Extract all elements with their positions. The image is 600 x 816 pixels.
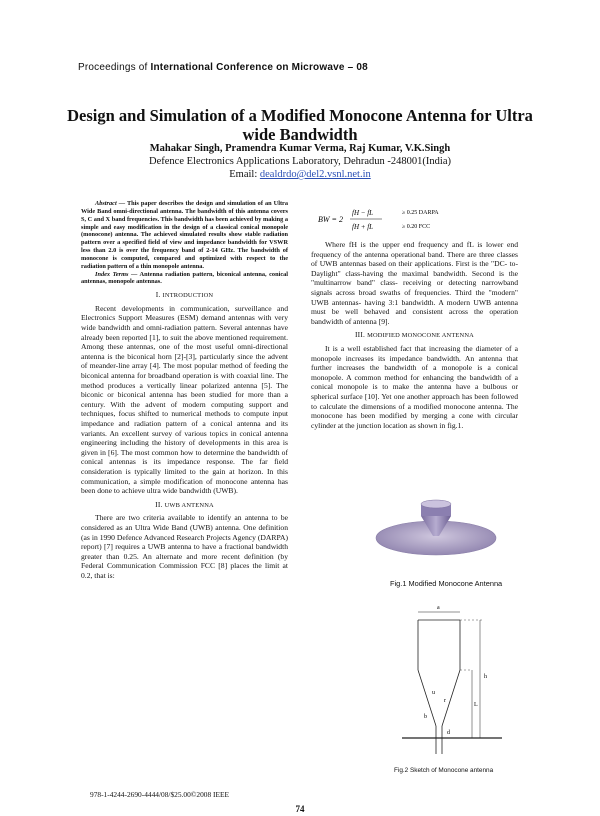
section-2-heading (81, 500, 288, 511)
conference-name: International Conference on Microwave – 08 (150, 62, 368, 73)
email-line (60, 169, 540, 180)
paper-title: Design and Simulation of a Modified Monocone Antenna for Ultra wide Bandwidth (67, 106, 533, 144)
email-link[interactable]: dealdrdo@del2.vsnl.net.in (259, 169, 371, 180)
intro-paragraph: Recent developments in communication, surveillance and Electronics Support Measures (ESM) demand antennas with very wide bandwidth and omni-radiation pattern. Several antennas have already been reported [1], to suit the above mentioned requirement. Among these antennas, one of the most useful omni-directional antenna is the biconical horn [2]-[3], particularly since the advent of meander-line array [4]. The most popular method of feeding the biconical antenna for broadband operation is with coaxial line. The method produces a vertically linear polarized antenna [5]. The biconic or biconical antenna has been studied for more than a century. With the advent of modern computing support and techniques, focus shifted to numerical methods to compute input impedance and radiation pattern of a conical antenna and its variants. An excellent survey of various topics in conical antenna engineering including the history of developments in this area is given in [6]. The most common how to determine the bandwidth of conical antennas is its impedance response. The far field consideration is typically limited to the gain at horizon. In this communication, a simple modification of monocone antenna has been done to achieve ultra wide bandwidth (UWB). (81, 303, 288, 496)
index-terms-text: — Antenna radiation pattern, biconical antenna, conical antennas, monopole antennas. (81, 270, 289, 286)
left-column (81, 200, 288, 581)
figure-1-caption: Fig.1 Modified Monocone Antenna (390, 579, 503, 588)
equation-graphic (316, 203, 516, 235)
label-L: L (474, 702, 478, 708)
email-label: Email: (229, 169, 258, 180)
section-2-title: UWB ANTENNA (164, 501, 214, 509)
isbn-footer: 978-1-4244-2690-4444/08/$25.00©2008 IEEE (90, 790, 230, 799)
modified-monocone-paragraph: It is a well established fact that increasing the diameter of a monopole increases its impedance bandwidth. An antenna that further increases the bandwidth of a monopole is a conical monopole. A common method for enhancing the bandwidth of a conical monopole is to make the antenna have a bulbous or spherical surface [10]. Yet one another approach has been followed to calculate the dimensions of a modified monocone antenna. The monocone has been modified by merging a cone with circular cylinder at the junction location as shown in fig.1. (311, 343, 518, 430)
page-number: 74 (295, 804, 305, 814)
abstract-text: — This paper describes the design and simulation of an Ultra Wide Band omni-directional antenna. The bandwidth of this antenna covers S, C and X band frequencies. This bandwidth has been achieved by making a simple and easy modification in the design of a classical conical monopole (monocone) antenna. The achieved simulated results show stable radiation pattern over a specified field of view and impedance bandwidth for VSWR less than 2.0 is over the frequency band of 2-14 GHz. The bandwidth of monocone is computed, compared and optimized with respect to the radiation pattern of a thin monopole antenna. (81, 200, 288, 270)
label-a: a (437, 605, 440, 611)
uwb-classes-paragraph: Where fH is the upper end frequency and fL is lower end frequency of the antenna operational band. There are three classes of UWB antennas based on their applications. First is the "DC- to- Daylight" class-having the maximal bandwidth. Second is the "multinarrow band" class- receiving or detecting narrowband signals across broad swaths of frequencies. Third the "modern" UWB antennas- having 3:1 bandwidth. A modern UWB antenna must be well behaved and consistent across the operation bandwidth of antenna [9]. (311, 240, 518, 326)
figure-2-sketch (398, 598, 508, 764)
abstract (81, 200, 288, 271)
authors: Mahakar Singh, Pramendra Kumar Verma, Raj Kumar, V.K.Singh (149, 143, 451, 154)
proceedings-header (78, 62, 368, 73)
sketch-cone-left (418, 670, 436, 726)
eq-numerator: fH − fL (352, 209, 374, 217)
affiliation: Defence Electronics Applications Laboratory, Dehradun -248001(India) (149, 156, 451, 167)
bandwidth-equation (316, 203, 516, 235)
label-b: b (424, 714, 427, 720)
cylinder-cap (421, 500, 451, 508)
section-3-title: MODIFIED MONOCONE ANTENNA (367, 332, 474, 340)
eq-condition-darpa: ≥ 0.25 DARPA (402, 210, 439, 216)
figure-1-antenna-render (368, 480, 508, 570)
figure-2-caption: Fig.2 Sketch of Monocone antenna (394, 767, 494, 774)
index-terms-label: Index Terms (95, 270, 129, 278)
section-2-number: II. (155, 499, 163, 509)
uwb-paragraph: There are two criteria available to identify an antenna to be considered as an Ultra Wide Band (UWB) antenna. One definition (as in 1990 Defence Advanced Research Projects Agency (DARPA) report) [7] requires a UWB antenna to have a fractional bandwidth greater than 0.25. An alternate and more recent definition (by Federal Communication Commission FCC [8] places the limit at 0.2, that is: (81, 513, 288, 580)
label-r: r (444, 698, 446, 704)
eq-lhs: BW = 2 (318, 215, 343, 224)
right-column (311, 240, 518, 430)
section-1-title: INTRODUCTION (162, 292, 214, 300)
eq-condition-fcc: ≥ 0.20 FCC (402, 224, 431, 230)
section-3-heading (311, 330, 518, 341)
proceedings-prefix: Proceedings of (78, 62, 148, 73)
label-u: u (432, 690, 435, 696)
section-3-number: III. (355, 330, 366, 340)
label-h: h (484, 674, 487, 680)
abstract-label: Abstract (95, 200, 117, 207)
label-d: d (447, 730, 450, 736)
index-terms (81, 271, 288, 287)
section-1-number: I. (155, 290, 161, 300)
eq-denominator: fH + fL (352, 223, 374, 231)
section-1-heading (81, 290, 288, 301)
